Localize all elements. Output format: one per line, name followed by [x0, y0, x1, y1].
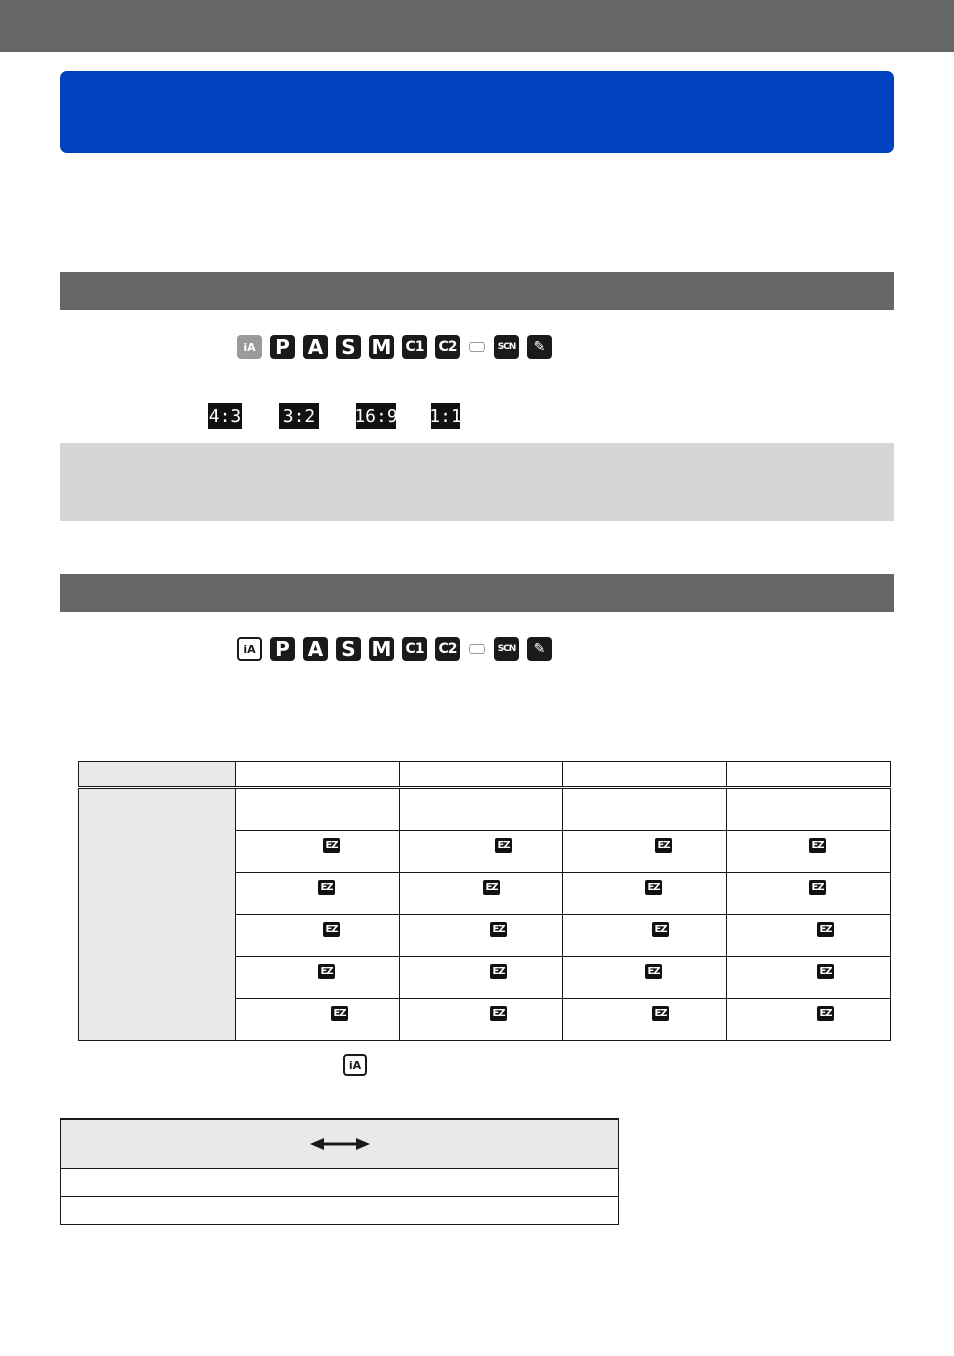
extended-zoom-icon: EZ: [483, 880, 500, 895]
manual-mode-icon: M: [369, 637, 394, 661]
table-header-row: [79, 762, 891, 787]
table-cell: [727, 789, 891, 831]
table-row: [61, 1169, 619, 1197]
table-cell: [236, 831, 400, 873]
table-cell: [236, 957, 400, 999]
shutter-priority-icon: S: [336, 637, 361, 661]
top-bar: [0, 0, 954, 52]
program-mode-icon: P: [270, 335, 295, 359]
extended-zoom-icon: EZ: [318, 880, 335, 895]
table-row-header: [79, 789, 236, 1041]
table-cell: [727, 915, 891, 957]
manual-mode-icon: M: [369, 335, 394, 359]
intelligent-auto-icon: iA: [237, 637, 262, 661]
table-cell: [563, 999, 727, 1041]
extended-zoom-icon: EZ: [817, 1006, 834, 1021]
table-cell: [563, 831, 727, 873]
table-cell: [400, 873, 563, 915]
panorama-mode-icon: [468, 637, 486, 661]
extended-zoom-icon: EZ: [318, 964, 335, 979]
table-cell: [400, 999, 563, 1041]
extended-zoom-icon: EZ: [323, 922, 340, 937]
shutter-priority-icon: S: [336, 335, 361, 359]
table-cell: [563, 915, 727, 957]
table-cell: [400, 957, 563, 999]
recording-mode-icons-2: [237, 637, 552, 661]
scene-mode-icon: SCN: [494, 637, 519, 661]
extended-zoom-icon: EZ: [645, 964, 662, 979]
extended-zoom-icon: EZ: [495, 838, 512, 853]
aspect-ratio-icon: 3:2: [279, 403, 319, 429]
aperture-priority-icon: A: [303, 637, 328, 661]
extended-zoom-icon: EZ: [490, 1006, 507, 1021]
extended-zoom-icon: EZ: [655, 838, 672, 853]
recording-mode-icons-1: [237, 335, 552, 359]
aspect-ratio-icons: [208, 403, 508, 429]
intelligent-auto-icon: iA: [237, 335, 262, 359]
table-header-cell: [563, 762, 727, 787]
aspect-ratio-icon: 1:1: [431, 403, 460, 429]
extended-zoom-icon: EZ: [809, 880, 826, 895]
aspect-ratio-icon: 4:3: [208, 403, 242, 429]
table-cell: [236, 789, 400, 831]
program-mode-icon: P: [270, 637, 295, 661]
extended-zoom-icon: EZ: [490, 922, 507, 937]
section-bar-2: [60, 574, 894, 612]
extended-zoom-table: [78, 761, 891, 1041]
table-header-row: [61, 1119, 619, 1169]
table-cell: [400, 831, 563, 873]
table-cell: [727, 873, 891, 915]
table-header-cell: [727, 762, 891, 787]
creative-control-icon: ✎: [527, 637, 552, 661]
panorama-mode-icon: [468, 335, 486, 359]
note-box: [60, 443, 894, 521]
double-arrow-icon: [310, 1136, 370, 1152]
table-cell: [727, 957, 891, 999]
extended-zoom-icon: EZ: [809, 838, 826, 853]
table-header-cell: [236, 762, 400, 787]
extended-zoom-icon: EZ: [645, 880, 662, 895]
table-cell: [400, 789, 563, 831]
custom1-mode-icon: C1: [402, 637, 427, 661]
table-row: [79, 789, 891, 831]
custom1-mode-icon: C1: [402, 335, 427, 359]
custom2-mode-icon: C2: [435, 637, 460, 661]
page-title-banner: [60, 71, 894, 153]
aperture-priority-icon: A: [303, 335, 328, 359]
section-bar-1: [60, 272, 894, 310]
aspect-ratio-icon: 16:9: [356, 403, 396, 429]
table-cell: [727, 999, 891, 1041]
table-cell: [236, 915, 400, 957]
scene-mode-icon: SCN: [494, 335, 519, 359]
extended-zoom-icon: EZ: [323, 838, 340, 853]
table-cell: [236, 999, 400, 1041]
table-header-cell: [79, 762, 236, 787]
table-cell: [563, 873, 727, 915]
table-cell: [563, 789, 727, 831]
extended-zoom-icon: EZ: [652, 1006, 669, 1021]
zoom-comparison-table: [60, 1118, 619, 1225]
extended-zoom-icon: EZ: [331, 1006, 348, 1021]
extended-zoom-icon: EZ: [817, 922, 834, 937]
creative-control-icon: ✎: [527, 335, 552, 359]
table-cell: [563, 957, 727, 999]
extended-zoom-icon: EZ: [490, 964, 507, 979]
custom2-mode-icon: C2: [435, 335, 460, 359]
table-cell: [236, 873, 400, 915]
table-header-cell: [400, 762, 563, 787]
intelligent-auto-icon: iA: [343, 1054, 367, 1076]
table-header-cell: [61, 1119, 619, 1169]
table-cell: [727, 831, 891, 873]
extended-zoom-icon: EZ: [652, 922, 669, 937]
extended-zoom-icon: EZ: [817, 964, 834, 979]
table-row: [61, 1197, 619, 1225]
table-cell: [400, 915, 563, 957]
